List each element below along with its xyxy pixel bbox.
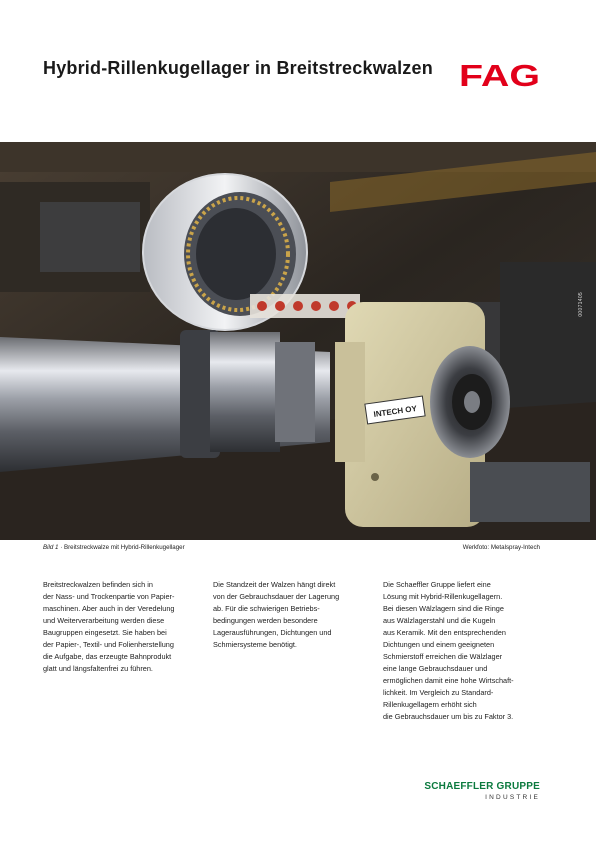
column-line: der Papier-, Textil- und Folienherstellung [43, 640, 174, 649]
svg-text:FAG: FAG [459, 61, 540, 89]
column-line: glatt und längsfaltenfrei zu führen. [43, 664, 153, 673]
photo-credit: Werkfoto: Metalspray-Intech [462, 544, 540, 551]
schaeffler-brand [408, 781, 540, 801]
column-line: Bei diesen Wälzlagern sind die Ringe [383, 604, 504, 613]
column-line: bedingungen werden besondere [213, 616, 318, 625]
column-line: aus Wälzlagerstahl und die Kugeln [383, 616, 496, 625]
column-line: der Nass- und Trockenpartie von Papier- [43, 592, 175, 601]
column-line: Schmierstoff erreichen die Wälzlager [383, 652, 503, 661]
column-line: aus Keramik. Mit den entsprechenden [383, 628, 506, 637]
product-photo [0, 142, 596, 540]
fag-logo [459, 61, 540, 89]
column-line: ab. Für die schwierigen Betriebs- [213, 604, 320, 613]
column-line: Baugruppen eingesetzt. Sie haben bei [43, 628, 167, 637]
column-line: Die Schaeffler Gruppe liefert eine [383, 580, 491, 589]
column-line: Dichtungen und einem geeigneten [383, 640, 495, 649]
text-column-1 [43, 579, 203, 675]
text-column-2 [213, 579, 373, 651]
column-line: und Weiterverarbeitung werden diese [43, 616, 165, 625]
figure-number: Bild 1 [43, 544, 59, 551]
brand-main: SCHAEFFLER GRUPPE [424, 781, 540, 792]
photo-side-code: 00071405 [578, 292, 584, 317]
column-line: eine lange Gebrauchsdauer und [383, 664, 488, 673]
column-line: Rillenkugellagern erhöht sich [383, 700, 477, 709]
column-line: Schmiersysteme benötigt. [213, 640, 297, 649]
column-line: lichkeit. Im Vergleich zu Standard- [383, 688, 494, 697]
column-line: Lagerausführungen, Dichtungen und [213, 628, 332, 637]
column-line: maschinen. Aber auch in der Veredelung [43, 604, 175, 613]
figure-caption [43, 544, 185, 551]
page-title: Hybrid-Rillenkugellager in Breitstreckwalzen [43, 58, 433, 78]
text-column-3 [383, 579, 548, 723]
column-line: Die Standzeit der Walzen hängt direkt [213, 580, 336, 589]
column-line: Breitstreckwalzen befinden sich in [43, 580, 153, 589]
column-line: Lösung mit Hybrid-Rillenkugellagern. [383, 592, 503, 601]
column-line: die Aufgabe, das erzeugte Bahnprodukt [43, 652, 172, 661]
column-line: die Gebrauchsdauer um bis zu Faktor 3. [383, 712, 514, 721]
photo-plate-text: INTECH OY [373, 403, 418, 419]
figure-caption-text: · Breitstreckwalze mit Hybrid-Rillenkugellager [58, 544, 185, 551]
column-line: ermöglichen damit eine hohe Wirtschaft- [383, 676, 514, 685]
brand-sub: INDUSTRIE [485, 794, 540, 801]
column-line: von der Gebrauchsdauer der Lagerung [213, 592, 340, 601]
